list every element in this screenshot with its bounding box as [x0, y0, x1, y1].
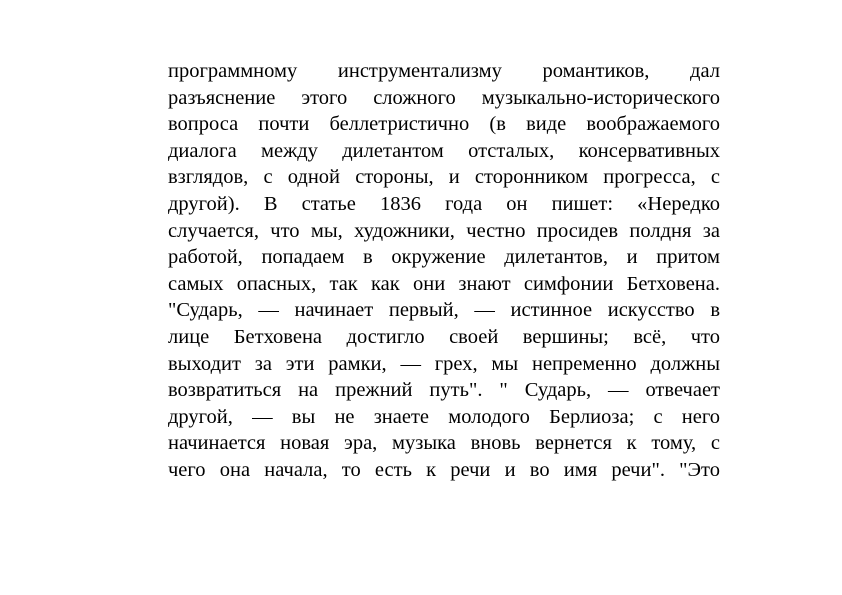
text-line: взглядов, с одной стороны, и сторонником прогресса, с — [168, 166, 720, 189]
text-line: случается, что мы, художники, честно просидев полдня за — [168, 219, 720, 242]
text-line: самых опасных, так как они знают симфонии Бетховена. — [168, 272, 720, 295]
text-line: возвратиться на прежний путь". " Сударь, — отвечает — [168, 379, 720, 402]
text-line: работой, попадаем в окружение дилетантов, и притом — [168, 246, 720, 269]
text-line: чего она начала, то есть к речи и во имя речи". "Это — [168, 458, 720, 481]
text-line: выходит за эти рамки, — грех, мы непременно должны — [168, 352, 720, 375]
text-line: вопроса почти беллетристично (в виде воображаемого — [168, 113, 720, 136]
text-line: лице Бетховена достигло своей вершины; всё, что — [168, 325, 720, 348]
text-line: другой). В статье 1836 года он пишет: «Нередко — [168, 192, 720, 215]
text-line: разъяснение этого сложного музыкально-исторического — [168, 86, 720, 109]
body-text — [168, 58, 720, 484]
text-line: программному инструментализму романтиков, дал — [168, 60, 720, 82]
text-line: начинается новая эра, музыка вновь вернется к тому, с — [168, 432, 720, 455]
text-line: "Сударь, — начинает первый, — истинное искусство в — [168, 299, 720, 322]
text-line: диалога между дилетантом отсталых, консервативных — [168, 139, 720, 162]
text-line: другой, — вы не знаете молодого Берлиоза; с него — [168, 405, 720, 428]
